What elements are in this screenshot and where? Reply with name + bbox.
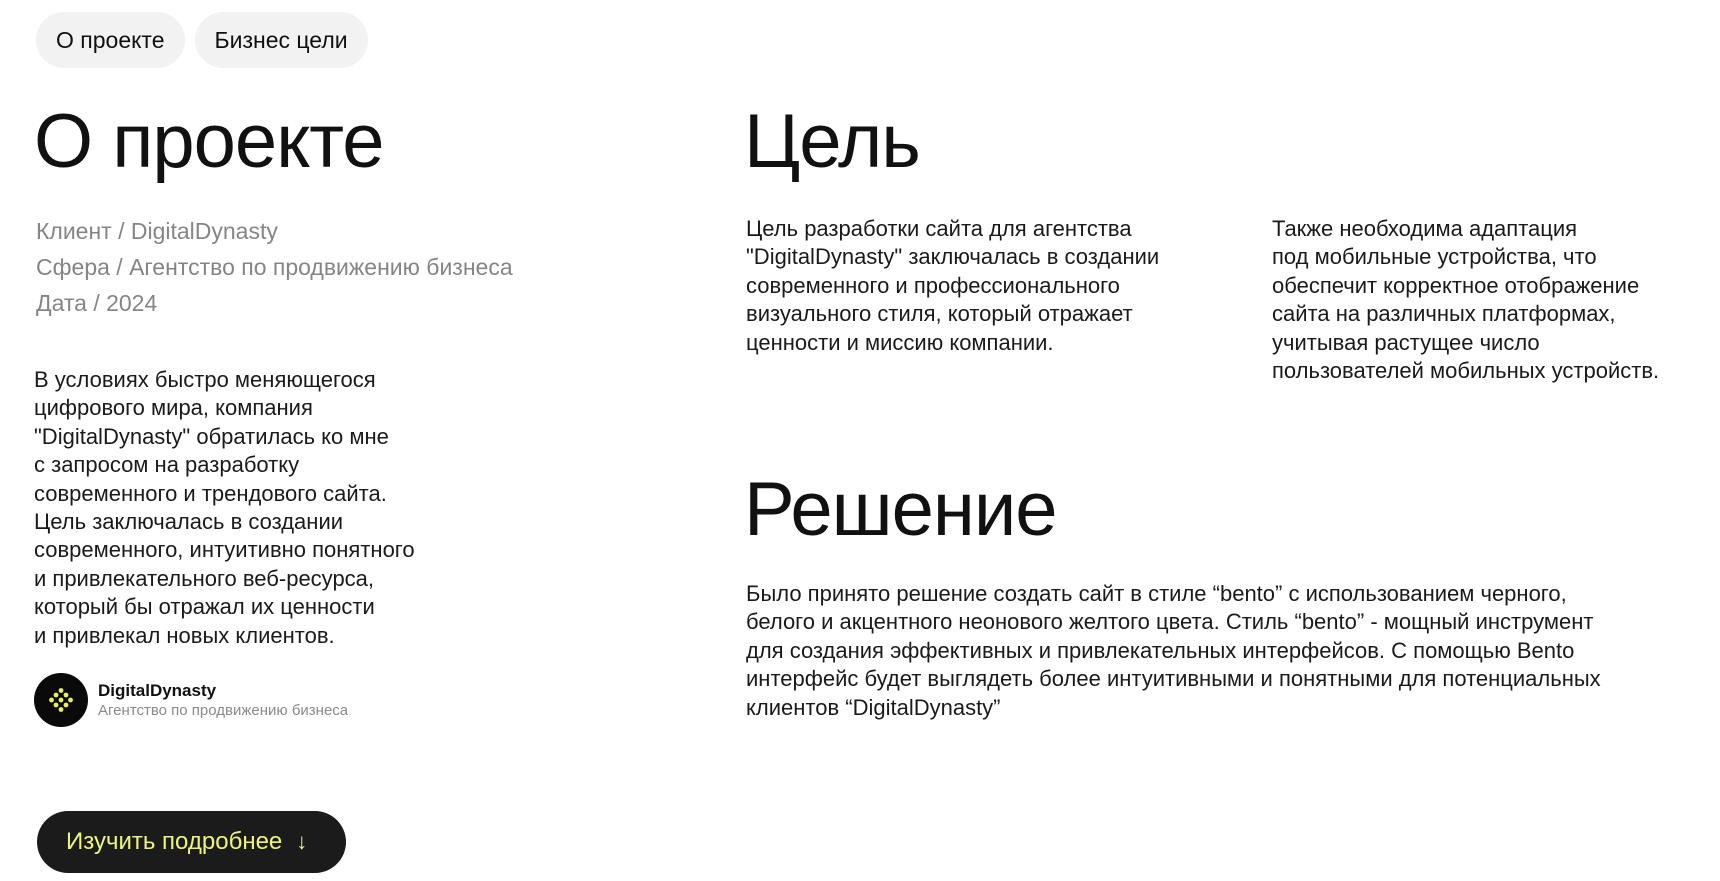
goal-paragraph-1: [746, 215, 1226, 357]
goal-line: Также необходима адаптация: [1272, 216, 1578, 241]
intro-line: В условиях быстро меняющегося: [34, 367, 376, 392]
solution-line: интерфейс будет выглядеть более интуитивными и понятными для потенциальных: [746, 666, 1601, 692]
top-tabs: [36, 12, 368, 68]
project-meta: [36, 213, 513, 321]
intro-line: "DigitalDynasty" обратилась ко мне: [34, 423, 389, 449]
intro-line: цифрового мира, компания: [34, 395, 313, 421]
intro-line: Цель заключалась в создании: [34, 509, 344, 535]
about-intro: [34, 366, 494, 650]
meta-client: Клиент / DigitalDynasty: [36, 218, 278, 244]
goal-line: обеспечит корректное отображение: [1272, 272, 1640, 298]
intro-line: современного и трендового сайта.: [34, 480, 387, 506]
client-brand: [34, 673, 348, 727]
goal-paragraph-2: [1272, 215, 1712, 385]
intro-line: и привлекательного веб-ресурса,: [34, 565, 375, 591]
meta-date: Дата / 2024: [36, 290, 158, 316]
learn-more-label: Изучить подробнее: [66, 828, 283, 855]
tab-business-goals[interactable]: Бизнес цели: [195, 12, 368, 68]
solution-paragraph: [746, 580, 1686, 722]
solution-line: Было принято решение создать сайт в стиле “bento” с использованием черного,: [746, 581, 1567, 606]
intro-line: и привлекал новых клиентов.: [34, 622, 335, 648]
arrow-down-icon: ↓: [296, 829, 308, 854]
brand-text: [98, 681, 348, 720]
solution-line: клиентов “DigitalDynasty”: [746, 694, 1001, 720]
brand-logo: [34, 673, 88, 727]
goal-line: под мобильные устройства, что: [1272, 244, 1597, 270]
solution-line: белого и акцентного неонового желтого цвета. Стиль “bento” - мощный инструмент: [746, 609, 1594, 635]
solution-title: Решение: [744, 467, 1057, 552]
brand-subtitle: Агентство по продвижению бизнеса: [98, 701, 349, 719]
tab-about[interactable]: О проекте: [36, 12, 185, 68]
goal-line: пользователей мобильных устройств.: [1272, 358, 1660, 384]
intro-line: с запросом на разработку: [34, 452, 300, 478]
dot-grid-icon: [48, 687, 74, 713]
goal-line: "DigitalDynasty" заключалась в создании: [746, 244, 1160, 270]
solution-line: для создания эффективных и привлекательных интерфейсов. С помощью Bento: [746, 637, 1575, 663]
intro-line: который бы отражал их ценности: [34, 594, 375, 620]
about-title: О проекте: [34, 99, 384, 184]
goal-line: визуального стиля, который отражает: [746, 301, 1133, 327]
learn-more-button[interactable]: [37, 811, 346, 873]
goal-line: Цель разработки сайта для агентства: [746, 216, 1132, 241]
goal-line: современного и профессионального: [746, 272, 1120, 298]
intro-line: современного, интуитивно понятного: [34, 537, 415, 563]
meta-sphere: Сфера / Агентство по продвижению бизнеса: [36, 254, 513, 280]
goal-title: Цель: [744, 99, 920, 184]
goal-line: ценности и миссию компании.: [746, 329, 1054, 355]
goal-line: учитывая растущее число: [1272, 329, 1540, 355]
goal-line: сайта на различных платформах,: [1272, 301, 1616, 327]
brand-name: DigitalDynasty: [98, 680, 217, 700]
